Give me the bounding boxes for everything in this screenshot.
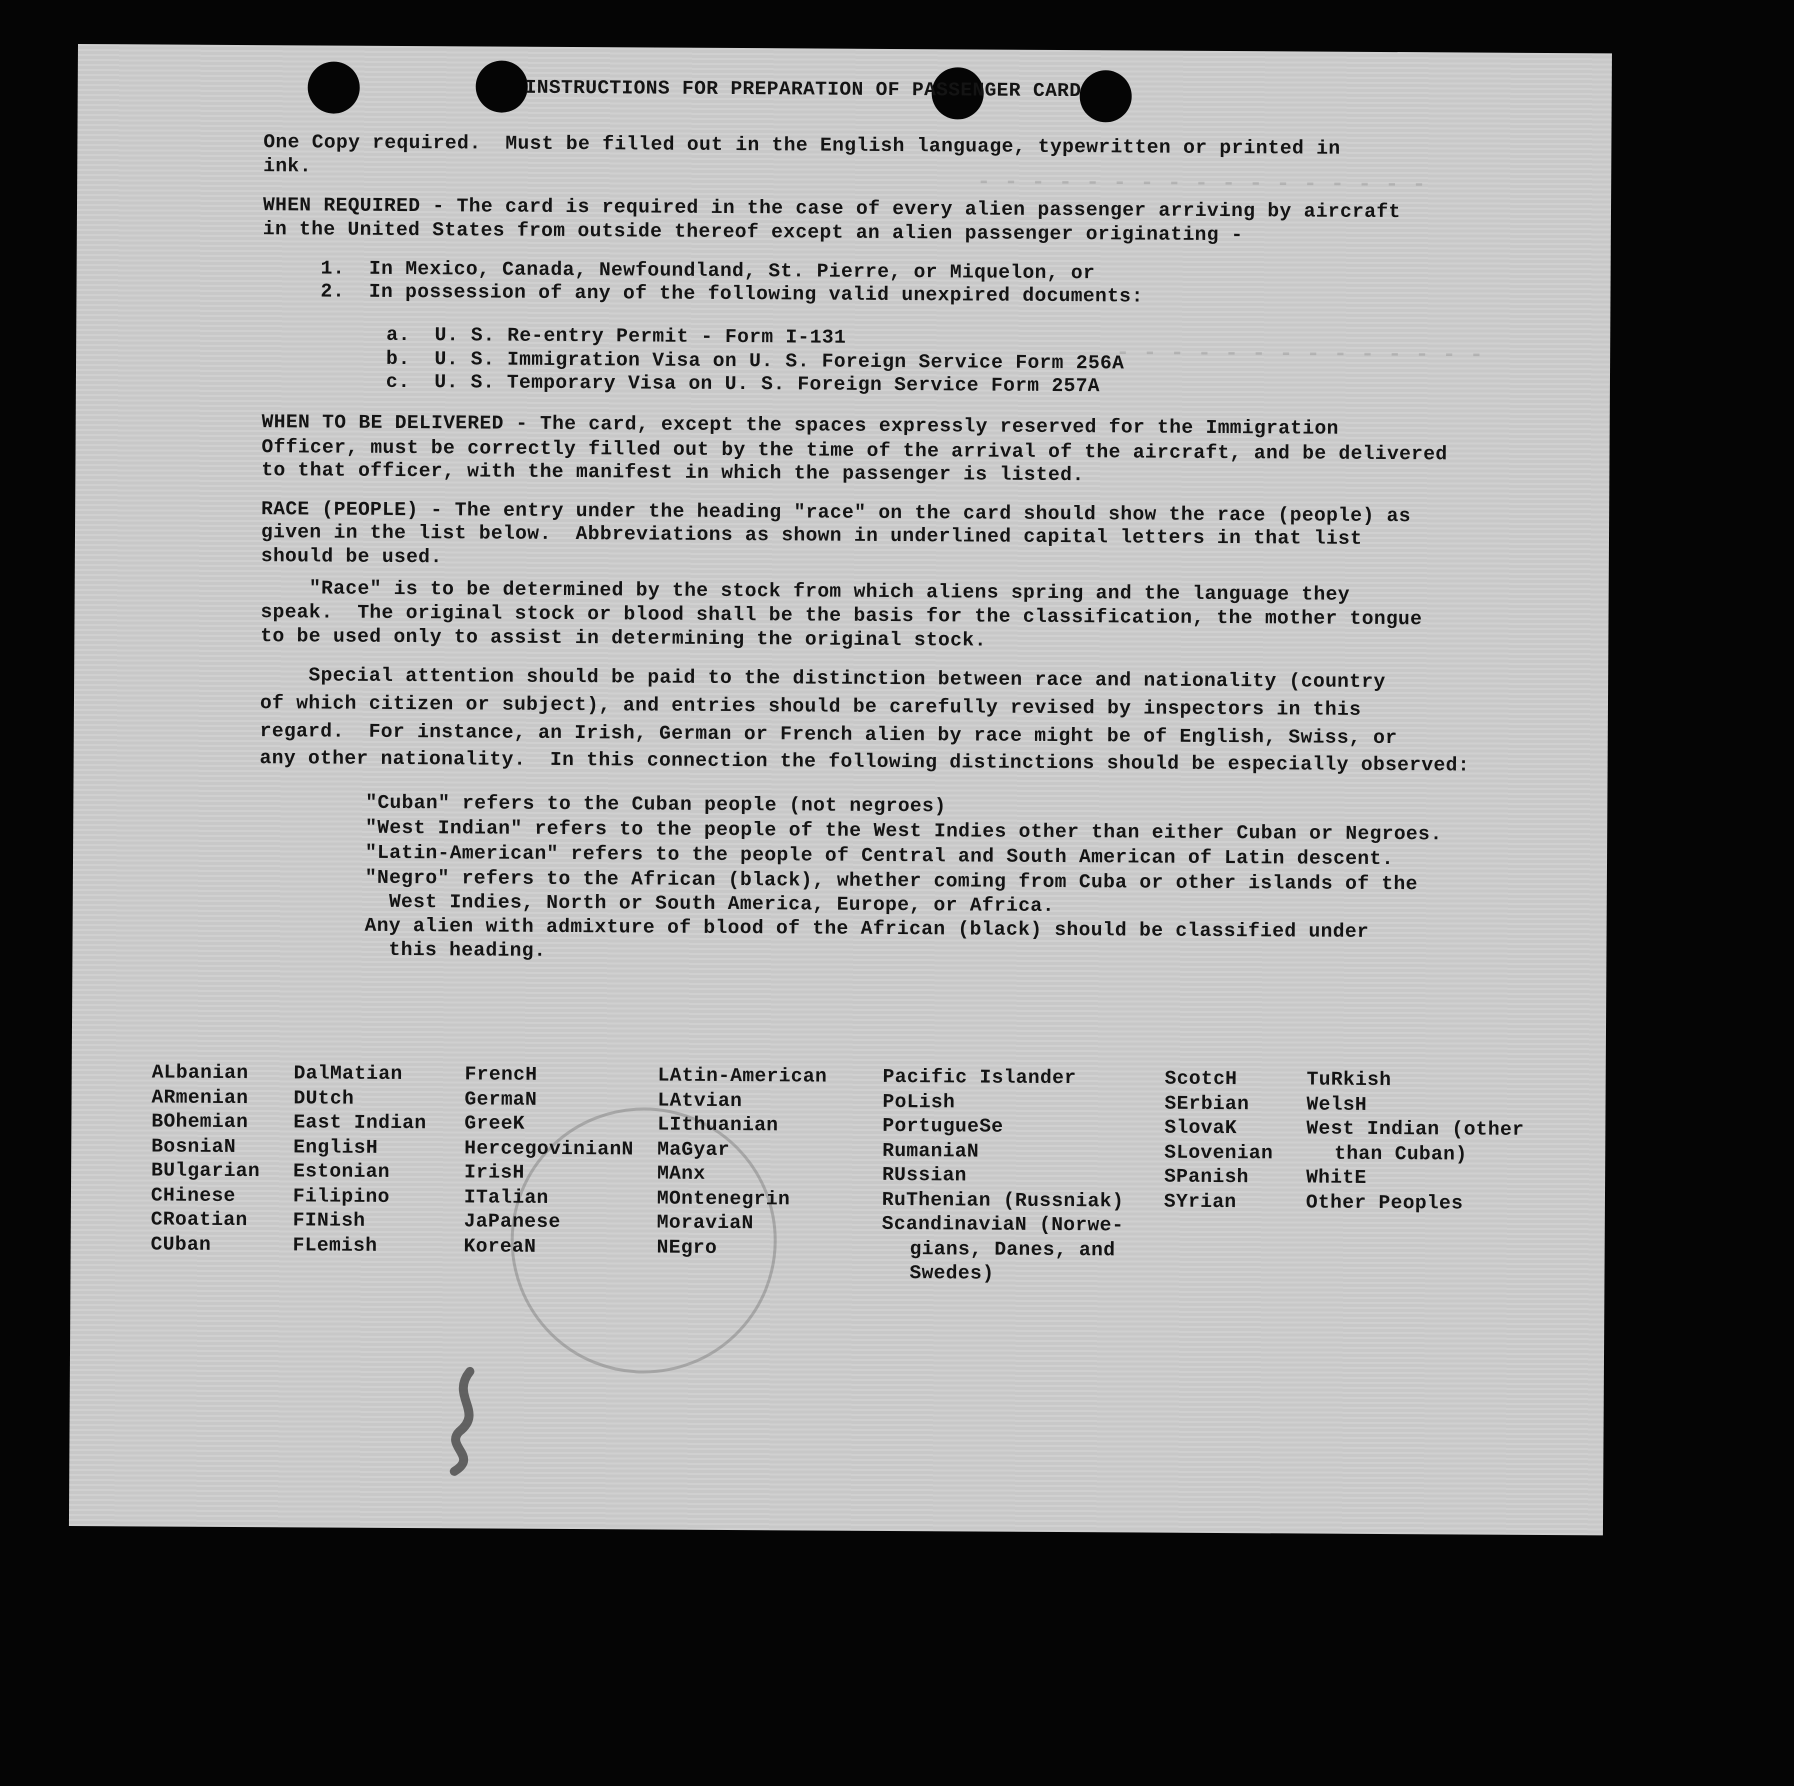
race-entry: ITalian xyxy=(463,1185,549,1209)
race-entry: Estonian xyxy=(293,1160,391,1183)
race-entry: East Indian xyxy=(293,1111,427,1135)
race-entry: NEgro xyxy=(656,1236,718,1259)
race-column xyxy=(881,1065,1124,1287)
race-column xyxy=(657,1064,828,1261)
race-entry: BUlgarian xyxy=(151,1159,261,1183)
race-list xyxy=(150,1060,1591,1309)
race-entry: WelsH xyxy=(1306,1093,1368,1116)
race-entry: WhitE xyxy=(1306,1166,1367,1189)
race-entry: BosniaN xyxy=(151,1134,237,1158)
race-entry: SPanish xyxy=(1164,1165,1249,1189)
race-entry: Pacific Islander xyxy=(882,1065,1077,1090)
race-entry: than Cuban) xyxy=(1334,1142,1468,1166)
page-title: INSTRUCTIONS FOR PREPARATION OF PASSENGER CARD xyxy=(524,76,1082,103)
race-entry: GermaN xyxy=(464,1087,538,1111)
special-attention-line: of which citizen or subject), and entries should be carefully revised by inspectors in this xyxy=(259,692,1362,721)
origin-item: 1. In Mexico, Canada, Newfoundland, St. Pierre, or Miquelon, or xyxy=(320,257,1096,285)
race-entry: West Indian (other xyxy=(1306,1117,1525,1141)
race-entry: RUssian xyxy=(882,1163,967,1187)
race-column xyxy=(293,1061,427,1258)
distinction-line: Any alien with admixture of blood of the African (black) should be classified under xyxy=(364,914,1370,943)
distinction-line: "West Indian" refers to the people of the West Indies other than either Cuban or Negroes. xyxy=(365,816,1443,846)
when-required-line: WHEN REQUIRED - The card is required in the case of every alien passenger arriving by aircraft xyxy=(262,194,1401,224)
race-entry: MAnx xyxy=(657,1162,706,1185)
punch-hole xyxy=(476,60,528,112)
when-required-line: in the United States from outside thereof except an alien passenger originating - xyxy=(262,218,1244,247)
punch-hole xyxy=(308,61,360,113)
race-entry: MOntenegrin xyxy=(656,1187,791,1210)
race-definition-line: to be used only to assist in determining the original stock. xyxy=(260,625,987,652)
race-entry: FLemish xyxy=(292,1233,378,1257)
race-entry: SYrian xyxy=(1163,1190,1237,1213)
bleed-through-marks: - - - - - - - - - - - - - - xyxy=(1116,340,1484,368)
distinction-line: this heading. xyxy=(364,938,547,962)
race-entry: BOhemian xyxy=(151,1110,249,1134)
race-entry: CHinese xyxy=(150,1183,236,1207)
race-entry: DalMatian xyxy=(293,1062,403,1086)
race-entry: ScandinaviaN (Norwe- xyxy=(881,1212,1124,1237)
intro-line: One Copy required. Must be filled out in the English language, typewritten or printed in xyxy=(263,131,1341,160)
race-entry: gians, Danes, and xyxy=(909,1237,1116,1261)
origin-item: 2. In possession of any of the following valid unexpired documents: xyxy=(320,280,1144,308)
race-entry: MaGyar xyxy=(657,1138,730,1161)
race-entry: RuThenian (Russniak) xyxy=(881,1188,1125,1212)
race-definition-line: "Race" is to be determined by the stock from which aliens spring and the language they xyxy=(260,577,1350,606)
race-entry: LAtvian xyxy=(657,1089,743,1112)
document-item: c. U. S. Temporary Visa on U. S. Foreign Service Form 257A xyxy=(385,370,1101,398)
distinction-line: "Negro" refers to the African (black), whether coming from Cuba or other islands of the xyxy=(364,866,1418,896)
race-entry: Other Peoples xyxy=(1305,1191,1464,1214)
document-item: b. U. S. Immigration Visa on U. S. Foreign Service Form 256A xyxy=(386,347,1125,375)
race-entry: EnglisH xyxy=(293,1135,379,1159)
special-attention-line: any other nationality. In this connection the following distinctions should be especially observed: xyxy=(259,747,1470,777)
race-entry: ALbanian xyxy=(151,1061,249,1085)
race-entry: TuRkish xyxy=(1306,1068,1392,1092)
special-attention-line: Special attention should be paid to the distinction between race and nationality (country xyxy=(260,664,1386,693)
race-entry: LAtin-American xyxy=(657,1064,828,1088)
document-item: a. U. S. Re-entry Permit - Form I-131 xyxy=(386,323,847,349)
document-page xyxy=(69,44,1612,1535)
race-entry: LIthuanian xyxy=(657,1113,779,1137)
punch-hole xyxy=(1080,70,1132,122)
race-entry: HercegovinianN xyxy=(464,1136,634,1160)
race-entry: ScotcH xyxy=(1164,1067,1238,1091)
race-column xyxy=(464,1062,635,1259)
intro-line: ink. xyxy=(263,155,312,178)
distinction-line: West Indies, North or South America, Europe, or Africa. xyxy=(364,890,1055,917)
when-delivered-line: to that officer, with the manifest in which the passenger is listed. xyxy=(261,459,1085,487)
race-heading-line: given in the list below. Abbreviations as shown in underlined capital letters in that list xyxy=(260,521,1363,550)
race-entry: GreeK xyxy=(464,1112,525,1135)
when-delivered-line: Officer, must be correctly filled out by the time of the arrival of the aircraft, and be delivered xyxy=(261,436,1448,466)
race-column xyxy=(151,1060,261,1257)
race-entry: SlovaK xyxy=(1164,1116,1238,1140)
race-entry: KoreaN xyxy=(463,1234,537,1258)
race-entry: SErbian xyxy=(1164,1092,1250,1115)
when-delivered-line: WHEN TO BE DELIVERED - The card, except the spaces expressly reserved for the Immigration xyxy=(261,411,1339,440)
race-entry: Swedes) xyxy=(909,1262,995,1285)
race-heading-line: should be used. xyxy=(260,545,443,569)
race-entry: RumaniaN xyxy=(882,1139,980,1163)
race-heading-line: RACE (PEOPLE) - The entry under the heading "race" on the card should show the race (people) as xyxy=(261,498,1411,528)
race-entry: MoraviaN xyxy=(656,1211,754,1235)
bleed-through-marks: - - - - - - - - - - - - - - - - - xyxy=(977,169,1427,198)
race-entry: IrisH xyxy=(464,1161,525,1184)
race-entry: JaPanese xyxy=(463,1210,561,1233)
race-entry: FINish xyxy=(292,1209,366,1232)
distinction-line: "Cuban" refers to the Cuban people (not negroes) xyxy=(365,791,947,818)
special-attention-line: regard. For instance, an Irish, German or French alien by race might be of English, Swiss, or xyxy=(259,720,1398,750)
ink-smudge xyxy=(439,1366,500,1476)
race-entry: PoLish xyxy=(882,1090,956,1113)
race-entry: CUban xyxy=(150,1232,212,1256)
race-entry: DUtch xyxy=(293,1086,355,1110)
race-entry: ARmenian xyxy=(151,1085,249,1109)
distinction-line: "Latin-American" refers to the people of Central and South American of Latin descent. xyxy=(364,841,1394,871)
race-definition-line: speak. The original stock or blood shall be the basis for the classification, the mother tongue xyxy=(260,601,1423,631)
race-column xyxy=(1306,1068,1525,1216)
race-entry: Filipino xyxy=(292,1184,390,1208)
race-entry: FrencH xyxy=(464,1063,538,1086)
race-entry: SLovenian xyxy=(1164,1141,1274,1164)
race-column xyxy=(1164,1067,1274,1215)
race-entry: CRoatian xyxy=(150,1208,248,1232)
race-entry: PortugueSe xyxy=(882,1114,1004,1138)
